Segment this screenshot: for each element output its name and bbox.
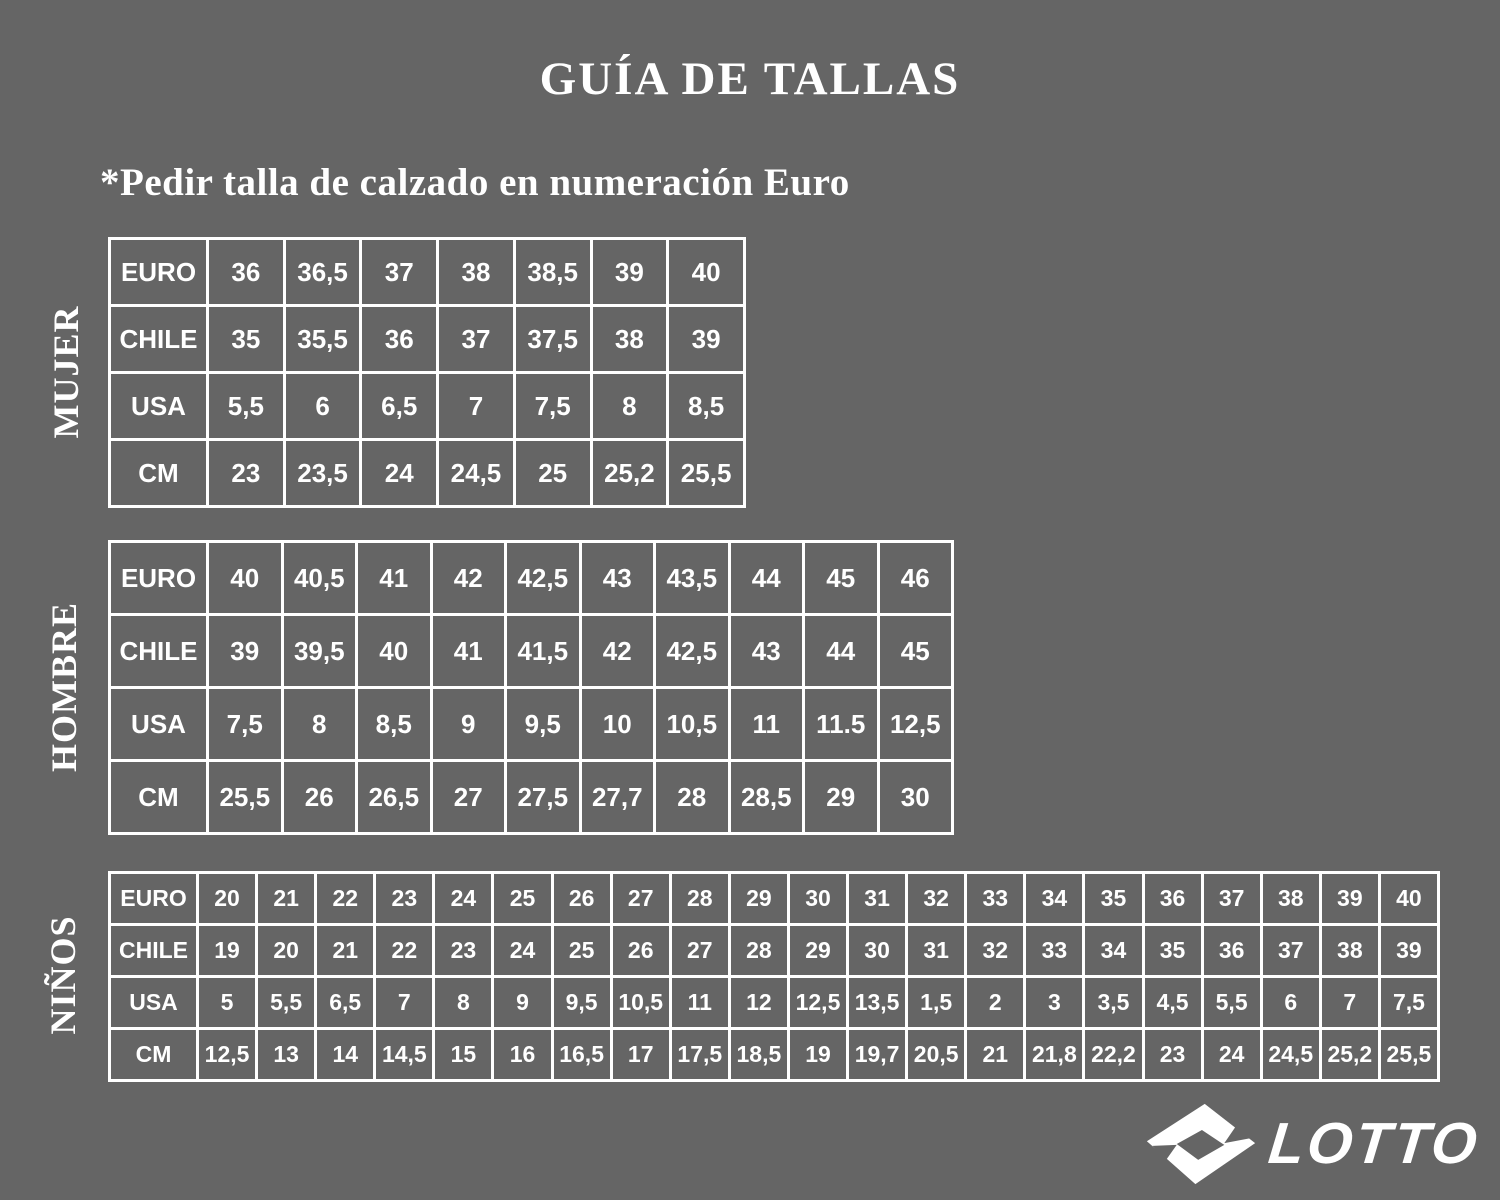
size-cell: 31 [848,873,907,925]
size-cell: 9,5 [506,688,581,761]
section-label-mujer: MUJER [46,305,86,439]
size-cell: 7,5 [514,373,591,440]
size-cell: 12 [729,977,788,1029]
size-cell: 3,5 [1084,977,1143,1029]
row-header: EURO [110,239,208,306]
size-cell: 3 [1025,977,1084,1029]
size-cell: 23 [375,873,434,925]
row-header: USA [110,373,208,440]
size-cell: 29 [729,873,788,925]
size-cell: 7,5 [1379,977,1438,1029]
size-cell: 20,5 [907,1029,966,1081]
size-cell: 23 [434,925,493,977]
size-cell: 28 [670,873,729,925]
size-cell: 42,5 [506,542,581,615]
size-cell: 30 [878,761,953,834]
size-cell: 21,8 [1025,1029,1084,1081]
size-cell: 25,5 [208,761,283,834]
size-cell: 8 [282,688,357,761]
size-cell: 39 [1320,873,1379,925]
size-cell: 22,2 [1084,1029,1143,1081]
table-row [110,615,953,688]
size-cell: 28 [655,761,730,834]
table-row [110,306,745,373]
row-header: USA [110,977,198,1029]
size-cell: 21 [966,1029,1025,1081]
size-cell: 23,5 [284,440,361,507]
size-cell: 11.5 [804,688,879,761]
size-cell: 5,5 [208,373,285,440]
size-cell: 19 [788,1029,847,1081]
size-cell: 24 [1202,1029,1261,1081]
size-cell: 21 [257,873,316,925]
row-header: CHILE [110,615,208,688]
size-cell: 12,5 [788,977,847,1029]
size-cell: 24 [493,925,552,977]
size-cell: 17,5 [670,1029,729,1081]
page-subtitle: *Pedir talla de calzado en numeración Euro [100,161,850,204]
row-header: EURO [110,542,208,615]
size-cell: 35 [1084,873,1143,925]
row-header: CHILE [110,925,198,977]
row-header: CM [110,440,208,507]
size-cell: 23 [208,440,285,507]
size-cell: 37,5 [514,306,591,373]
size-cell: 21 [316,925,375,977]
size-cell: 41 [431,615,506,688]
size-cell: 37 [1202,873,1261,925]
size-cell: 44 [804,615,879,688]
table-row [110,925,1439,977]
size-cell: 25 [514,440,591,507]
table-row [110,688,953,761]
size-cell: 27,5 [506,761,581,834]
size-cell: 26 [282,761,357,834]
table-row [110,977,1439,1029]
size-cell: 40 [668,239,745,306]
size-cell: 19 [198,925,257,977]
size-cell: 29 [804,761,879,834]
row-header: USA [110,688,208,761]
size-cell: 11 [670,977,729,1029]
size-cell: 7 [438,373,515,440]
size-cell: 36 [208,239,285,306]
size-cell: 38 [438,239,515,306]
size-cell: 12,5 [878,688,953,761]
table-row [110,761,953,834]
size-table-mujer [108,237,746,508]
size-cell: 5,5 [1202,977,1261,1029]
size-cell: 13,5 [848,977,907,1029]
size-cell: 41,5 [506,615,581,688]
size-cell: 9 [431,688,506,761]
size-cell: 24,5 [438,440,515,507]
size-cell: 31 [907,925,966,977]
size-cell: 29 [788,925,847,977]
size-cell: 6 [284,373,361,440]
size-cell: 46 [878,542,953,615]
size-cell: 33 [1025,925,1084,977]
size-cell: 5 [198,977,257,1029]
size-cell: 28 [729,925,788,977]
size-cell: 38 [1261,873,1320,925]
size-cell: 36 [1202,925,1261,977]
size-cell: 16,5 [552,1029,611,1081]
size-table-ninos [108,871,1440,1082]
size-table-hombre [108,540,954,835]
size-cell: 39,5 [282,615,357,688]
size-cell: 7,5 [208,688,283,761]
size-cell: 25,2 [591,440,668,507]
size-cell: 24,5 [1261,1029,1320,1081]
size-cell: 4,5 [1143,977,1202,1029]
size-cell: 36,5 [284,239,361,306]
size-cell: 25 [552,925,611,977]
size-cell: 1,5 [907,977,966,1029]
size-cell: 37 [438,306,515,373]
size-cell: 37 [361,239,438,306]
size-cell: 26 [611,925,670,977]
size-cell: 10,5 [611,977,670,1029]
size-cell: 43,5 [655,542,730,615]
size-cell: 27 [431,761,506,834]
size-cell: 45 [804,542,879,615]
size-cell: 15 [434,1029,493,1081]
size-cell: 38 [1320,925,1379,977]
table-row [110,1029,1439,1081]
size-cell: 40 [357,615,432,688]
size-cell: 35,5 [284,306,361,373]
size-cell: 27,7 [580,761,655,834]
size-cell: 32 [907,873,966,925]
size-cell: 18,5 [729,1029,788,1081]
size-cell: 6,5 [361,373,438,440]
size-cell: 14 [316,1029,375,1081]
size-cell: 27 [670,925,729,977]
size-cell: 10,5 [655,688,730,761]
row-header: CHILE [110,306,208,373]
size-cell: 28,5 [729,761,804,834]
size-cell: 34 [1084,925,1143,977]
size-cell: 38,5 [514,239,591,306]
size-cell: 34 [1025,873,1084,925]
size-cell: 25,2 [1320,1029,1379,1081]
size-cell: 40 [208,542,283,615]
table-row [110,373,745,440]
size-cell: 25,5 [1379,1029,1438,1081]
size-cell: 30 [848,925,907,977]
lotto-diamond-icon [1145,1100,1257,1188]
size-cell: 42,5 [655,615,730,688]
size-cell: 8,5 [668,373,745,440]
size-cell: 25 [493,873,552,925]
section-label-ninos: NIÑOS [43,915,83,1035]
size-cell: 22 [316,873,375,925]
size-cell: 7 [375,977,434,1029]
size-cell: 7 [1320,977,1379,1029]
size-cell: 8 [591,373,668,440]
size-cell: 33 [966,873,1025,925]
size-cell: 37 [1261,925,1320,977]
size-cell: 5,5 [257,977,316,1029]
size-cell: 39 [591,239,668,306]
size-cell: 38 [591,306,668,373]
size-cell: 30 [788,873,847,925]
size-cell: 22 [375,925,434,977]
lotto-wordmark: LOTTO [1265,1111,1483,1176]
size-cell: 25,5 [668,440,745,507]
size-cell: 12,5 [198,1029,257,1081]
size-cell: 26 [552,873,611,925]
size-cell: 40 [1379,873,1438,925]
size-cell: 44 [729,542,804,615]
size-cell: 10 [580,688,655,761]
size-cell: 40,5 [282,542,357,615]
size-cell: 27 [611,873,670,925]
size-cell: 42 [431,542,506,615]
lotto-logo [1145,1100,1483,1188]
size-cell: 8 [434,977,493,1029]
row-header: CM [110,1029,198,1081]
size-cell: 36 [361,306,438,373]
size-cell: 6 [1261,977,1320,1029]
size-cell: 41 [357,542,432,615]
size-cell: 20 [198,873,257,925]
size-cell: 6,5 [316,977,375,1029]
size-cell: 24 [361,440,438,507]
table-row [110,542,953,615]
size-cell: 35 [208,306,285,373]
size-cell: 39 [668,306,745,373]
size-cell: 39 [208,615,283,688]
size-cell: 23 [1143,1029,1202,1081]
size-cell: 19,7 [848,1029,907,1081]
size-cell: 26,5 [357,761,432,834]
size-cell: 16 [493,1029,552,1081]
size-cell: 17 [611,1029,670,1081]
table-row [110,239,745,306]
size-cell: 39 [1379,925,1438,977]
size-cell: 42 [580,615,655,688]
size-cell: 45 [878,615,953,688]
size-cell: 8,5 [357,688,432,761]
row-header: CM [110,761,208,834]
size-cell: 2 [966,977,1025,1029]
section-label-hombre: HOMBRE [44,601,84,773]
size-cell: 36 [1143,873,1202,925]
table-row [110,873,1439,925]
table-row [110,440,745,507]
page-title: GUÍA DE TALLAS [539,53,961,105]
size-cell: 11 [729,688,804,761]
size-cell: 43 [580,542,655,615]
size-cell: 9,5 [552,977,611,1029]
size-cell: 20 [257,925,316,977]
size-cell: 9 [493,977,552,1029]
size-cell: 24 [434,873,493,925]
size-cell: 32 [966,925,1025,977]
size-cell: 13 [257,1029,316,1081]
size-cell: 43 [729,615,804,688]
row-header: EURO [110,873,198,925]
size-cell: 35 [1143,925,1202,977]
size-cell: 14,5 [375,1029,434,1081]
